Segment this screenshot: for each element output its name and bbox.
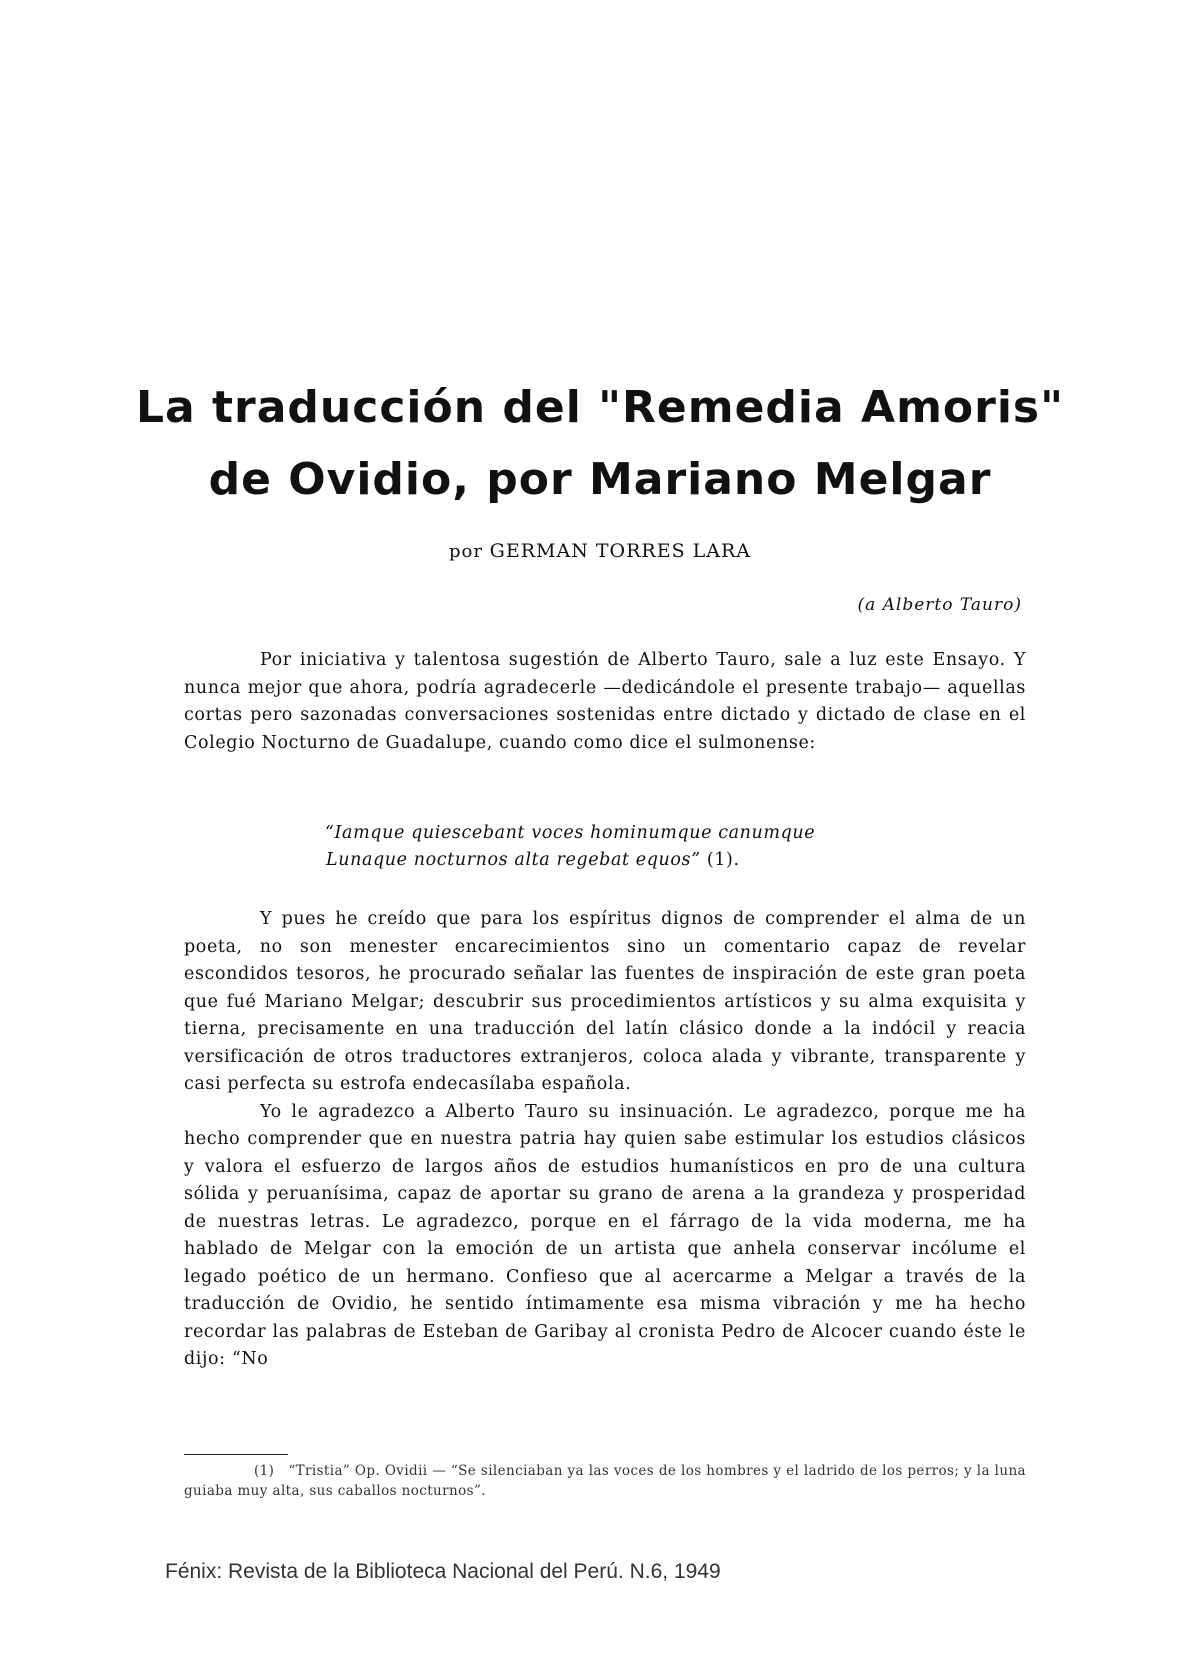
paragraph: Yo le agradezco a Alberto Tauro su insinuación. Le agradezco, porque me ha hecho comprender que en nuestra patria hay quien sabe estimular los estudios clásicos y valora el esfuerzo de largos años de estudios humanísticos en pro de una cultura sólida y peruanísima, capaz de aportar su grano de arena a la grandeza y prosperidad de nuestras letras. Le agradezco, porque en el fárrago de la vida moderna, me ha hablado de Melgar con la emoción de un artista que anhela conservar incólume el legado poético de un hermano. Confieso que al acercarme a Melgar a través de la traducción de Ovidio, he sentido íntimamente esa misma vibración y me ha hecho recordar las palabras de Esteban de Garibay al cronista Pedro de Alcocer cuando éste le dijo: “No	[184, 1101, 1026, 1369]
dedication: (a Alberto Tauro)	[857, 595, 1022, 615]
author-name: GERMAN TORRES LARA	[489, 540, 752, 562]
footnote-number: (1)	[254, 1463, 275, 1479]
verse-line-with-ref	[325, 847, 815, 874]
paragraph: Y pues he creído que para los espíritus dignos de comprender el alma de un poeta, no son menester encarecimientos sino un comentario capaz de revelar escondidos tesoros, he procurado señalar las fuentes de inspiración de este gran poeta que fué Mariano Melgar; descubrir sus procedimientos artísticos y su alma exquisita y tierna, precisamente en una traducción del latín clásico donde a la indócil y reacia versificación de otros traductores extranjeros, coloca alada y vibrante, transparente y casi perfecta su estrofa endecasílaba española.	[184, 909, 1026, 1094]
byline	[0, 540, 1200, 562]
byline-prefix: por	[448, 541, 483, 562]
article-title-line-1: La traducción del "Remedia Amoris"	[135, 382, 1065, 433]
footnote-text: “Tristia” Op. Ovidii — “Se silenciaban ya las voces de los hombres y el ladrido de los perros; y la luna guiaba muy alta, sus caballos nocturnos”.	[184, 1463, 1026, 1499]
footnote-divider	[184, 1454, 288, 1455]
body-section-main	[184, 906, 1026, 1374]
verse-line: Lunaque nocturnos alta regebat equos”	[326, 850, 701, 870]
body-section-intro	[184, 647, 1026, 757]
latin-verse-quote	[325, 820, 815, 874]
verse-line: “Iamque quiescebant voces hominumque canumque	[325, 823, 816, 843]
source-caption: Fénix: Revista de la Biblioteca Nacional del Perú. N.6, 1949	[165, 1560, 721, 1583]
article-title-line-2: de Ovidio, por Mariano Melgar	[208, 454, 992, 505]
article-title	[0, 372, 1200, 516]
footnote	[184, 1461, 1026, 1501]
footnote-reference: (1).	[706, 850, 740, 870]
paragraph: Por iniciativa y talentosa sugestión de Alberto Tauro, sale a luz este Ensayo. Y nunca mejor que ahora, podría agradecerle —dedicándole el presente trabajo— aquellas cortas pero sazonadas conversaciones sostenidas entre dictado y dictado de clase en el Colegio Nocturno de Guadalupe, cuando como dice el sulmonense:	[184, 650, 1026, 753]
